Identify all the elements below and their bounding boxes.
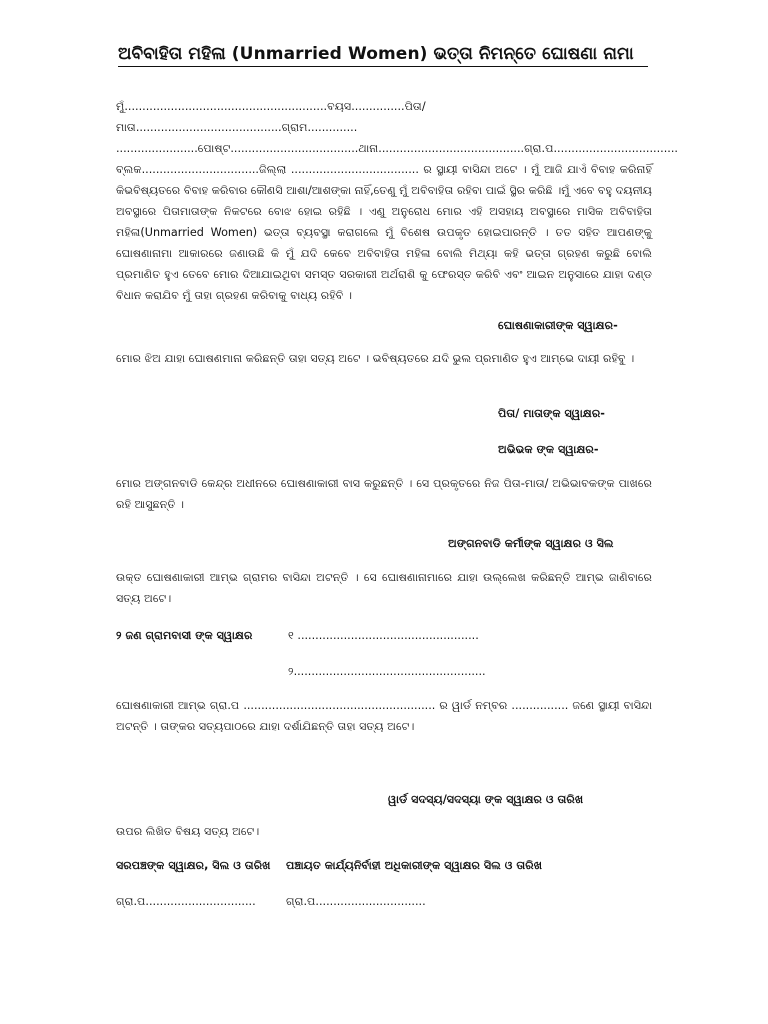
- anganwadi-paragraph: ମୋର ଅଙ୍ଗନବାଡି କେନ୍ଦ୍ର ଅଧୀନରେ ଘୋଷଣାକାରୀ ବାସ କରୁଛନ୍ତି । ସେ ପ୍ରକୃତରେ ନିଜ ପିତା-ମାତା/ ଅଭିଭାବକଙ୍କ ପାଖରେ ରହି ଆସୁଛନ୍ତି ।: [116, 477, 652, 511]
- villager-paragraph: ଉକ୍ତ ଘୋଷଣାକାରୀ ଆମ୍ଭ ଗ୍ରାମର ବାସିନ୍ଦା ଅଟନ୍ତି । ସେ ଘୋଷଣାନାମାରେ ଯାହା ଉଲ୍ଲେଖ କରିଛନ୍ତି ଆମ୍ଭ ଜାଣିବାରେ ସତ୍ୟ ଅଟେ।: [116, 571, 652, 605]
- anganwadi-signature-label: ଅଙ୍ଗନବାଡି କର୍ମୀଙ୍କ ସ୍ୱାକ୍ଷର ଓ ସିଲ: [448, 537, 614, 550]
- peo-gp-line: ଗ୍ରା.ପ...............................: [286, 895, 426, 908]
- guardian-signature-label: ଅଭିଭକ ଙ୍କ ସ୍ୱାକ୍ଷର-: [498, 443, 599, 456]
- villagers-signature-label: ୨ ଜଣ ଗ୍ରାମବାସୀ ଙ୍କ ସ୍ୱାକ୍ଷର: [116, 629, 253, 642]
- truth-statement: ଉପର ଲିଖିତ ବିଷୟ ସତ୍ୟ ଅଟେ।: [116, 825, 260, 838]
- declarant-signature-label: ଘୋଷଣାକାରୀଙ୍କ ସ୍ୱାକ୍ଷର-: [498, 319, 618, 332]
- ward-member-signature-label: ୱାର୍ଡ ସଦସ୍ୟ/ସଦସ୍ୟା ଙ୍କ ସ୍ୱାକ୍ଷର ଓ ତାରିଖ: [388, 793, 584, 806]
- villager-2-signature-line: ୨......................................................: [288, 665, 486, 678]
- villager-1-signature-line: ୧ ...................................................: [288, 629, 479, 642]
- sarpanch-gp-line: ଗ୍ରା.ପ...............................: [116, 895, 256, 908]
- declaration-paragraph: ମୁଁ.........................................................ବୟସ...............ପିତା/ମାତା.........................................ଗ୍ରାମ.............. .......................ପୋଷ୍ଟ....................................ଥାନା.........................................ଗ୍ରା.ପ................................... ବ୍ଲକ.................................ଜିଲ୍ଲା .................................... ର ସ୍ଥାୟୀ ବାସିନ୍ଦା ଅଟେ । ମୁଁ ଆଜି ଯାଏଁ ବିବାହ କରିନାହିଁ କିଭବିଷ୍ୟତରେ ବିବାହ କରିବାର କୌଣସି ଆଶା/ଆଶଙ୍କା ନାହିଁ,ତେଣୁ ମୁଁ ଅବିବାହିତା ରହିବା ପାଇଁ ସ୍ଥିର କରିଛି ।ମୁଁ ଏବେ ବହୁ ଦୟନୀୟ ଅବସ୍ଥାରେ ପିତାମାତାଙ୍କ ନିକଟରେ ବୋଝ ହୋଇ ରହିଛି । ଏଣୁ ଅନୁରୋଧ ମୋର ଏହି ଅସହାୟ ଅବସ୍ଥାରେ ମାସିକ ଅବିବାହିତା ମହିଳା(Unmarried Women) ଭତ୍ତା ବ୍ୟବସ୍ଥା କରାଗଲେ ମୁଁ ବିଶେଷ ଉପକୃତ ହୋଇପାରନ୍ତି । ତତ ସହିତ ଆପଣଙ୍କୁ ଘୋଷଣାନାମା ଆକାରରେ ଜଣାଉଛି କି ମୁଁ ଯଦି କେବେ ଅବିବାହିତା ମହିଳା ବୋଲି ମିଥ୍ୟା କହି ଭତ୍ତା ଗ୍ରହଣ କରୁଛି ବୋଲି ପ୍ରମାଣିତ ହୁଏ ତେବେ ମୋର ଦିଆଯାଇଥିବା ସମସ୍ତ ସରକାରୀ ଅର୍ଥରାଶି କୁ ଫେରସ୍ତ କରିବି ଏବଂ ଆଇନ ଅନୁସାରେ ଯାହା ଦଣ୍ଡ ବିଧାନ କରାଯିବ ମୁଁ ତାହା ଗ୍ରହଣ କରିବାକୁ ବାଧ୍ୟ ରହିବି ।: [116, 100, 678, 302]
- sarpanch-signature-label: ସରପଞ୍ଚଙ୍କ ସ୍ୱାକ୍ଷର, ସିଲ ଓ ତାରିଖ: [116, 859, 271, 872]
- ward-paragraph: ଘୋଷଣାକାରୀ ଆମ୍ଭ ଗ୍ରା.ପ ...................................................... ର ୱାର୍ଡ ନମ୍ବର ................ ଜଣେ ସ୍ଥାୟୀ ବାସିନ୍ଦା ଅଟନ୍ତି । ତାଙ୍କର ସତ୍ୟପାଠରେ ଯାହା ଦର୍ଶାଯିଛନ୍ତି ତାହା ସତ୍ୟ ଅଟେ।: [116, 699, 652, 733]
- parent-paragraph: ମୋର ଝିଅ ଯାହା ଘୋଷଣମାନା କରିଛନ୍ତି ତାହା ସତ୍ୟ ଅଟେ । ଭବିଷ୍ୟତରେ ଯଦି ଭୁଲ ପ୍ରମାଣିତ ହୁଏ ଆମ୍ଭେ ଦାୟୀ ରହିବୁ ।: [116, 352, 635, 365]
- form-title: ଅବିବାହିତା ମହିଳା (Unmarried Women) ଭତ୍ତା ନିମନ୍ତେ ଘୋଷଣା ନାମା: [118, 44, 648, 67]
- peo-signature-label: ପଞ୍ଚାୟତ କାର୍ଯ୍ୟନିର୍ବାହୀ ଅଧିକାରୀଙ୍କ ସ୍ୱାକ୍ଷର ସିଲ ଓ ତାରିଖ: [286, 859, 543, 872]
- parent-signature-label: ପିତା/ ମାତାଙ୍କ ସ୍ୱାକ୍ଷର-: [498, 407, 605, 420]
